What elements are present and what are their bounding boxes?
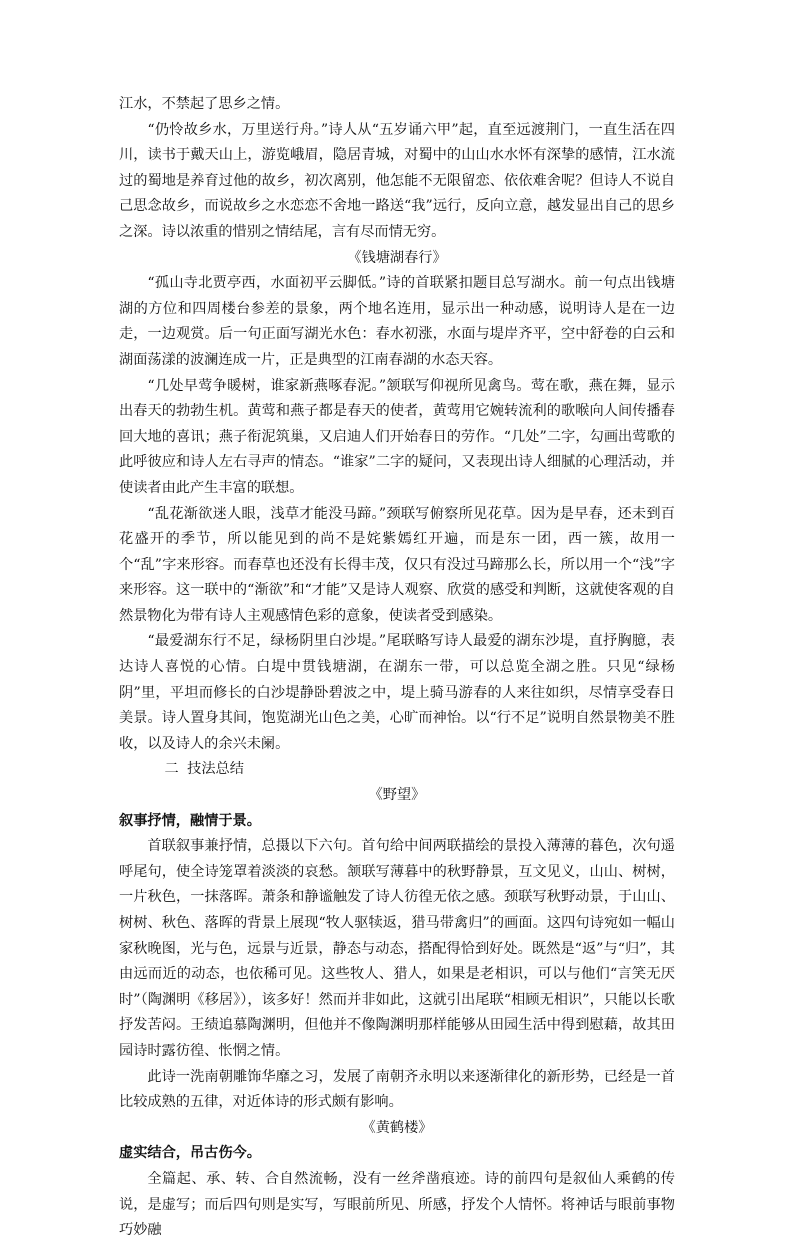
paragraph-lingering-homesickness: “仍怜故乡水，万里送行舟。”诗人从“五岁诵六甲”起，直至远渡荆门，一直生活在四川，读书于戴天山上，游览峨眉，隐居青城，对蜀中的山山水水怀有深挚的感情，江水流过的蜀地是养育过他的故乡，初次离别，他怎能不无限留恋、依依难舍呢？但诗人不说自己思念故乡，而说故乡之水恋恋不舍地一路送“我”远行，反向立意，越发显出自己的思乡之深。诗以浓重的惜别之情结尾，言有尽而情无穷。 <box>119 121 675 240</box>
paragraph-continuation: 江水，不禁起了思乡之情。 <box>119 96 290 112</box>
document-body <box>119 92 675 1244</box>
poem-title-yewang: 《野望》 <box>368 787 426 804</box>
paragraph-yewang-influence: 此诗一洗南朝雕饰华靡之习，发展了南朝齐永明以来逐渐律化的新形势，已经是一首比较成熟的五律，对近体诗的形式颇有影响。 <box>119 1068 675 1111</box>
paragraph-qiantang-third-couplet: “乱花渐欲迷人眼，浅草才能没马蹄。”颈联写俯察所见花草。因为是早春，还未到百花盛开的季节，所以能见到的尚不是姹紫嫣红开遍，而是东一团，西一簇，故用一个“乱”字来形容。而春草也还没有长得丰茂，仅只有没过马蹄那么长，所以用一个“浅”字来形容。这一联中的“渐欲”和“才能”又是诗人观察、欣赏的感受和判断，这就使客观的自然景物化为带有诗人主观感情色彩的意象，使读者受到感染。 <box>119 505 675 624</box>
section-number: 二 <box>164 761 179 778</box>
paragraph-qiantang-first-couplet: “孤山寺北贾亭西，水面初平云脚低。”诗的首联紧扣题目总写湖水。前一句点出钱塘湖的方位和四周楼台参差的景象，两个地名连用，显示出一种动感，说明诗人是在一边走，一边观赏。后一句正面写湖光水色：春水初涨，水面与堤岸齐平，空中舒卷的白云和湖面荡漾的波澜连成一片，正是典型的江南春湖的水态天容。 <box>119 275 675 368</box>
technique-heading-huanghelou: 虚实结合，吊古伤今。 <box>119 1145 261 1162</box>
poem-title-qiantang: 《钱塘湖春行》 <box>347 249 447 266</box>
technique-heading-yewang: 叙事抒情，融情于景。 <box>119 812 261 829</box>
poem-title-huanghelou: 《黄鹤楼》 <box>361 1119 433 1136</box>
paragraph-qiantang-second-couplet: “几处早莺争暖树，谁家新燕啄春泥。”颔联写仰视所见禽鸟。莺在歌，燕在舞，显示出春天的勃勃生机。黄莺和燕子都是春天的使者，黄莺用它婉转流利的歌喉向人间传播春回大地的喜讯；燕子衔泥筑巢，又启迪人们开始春日的劳作。“几处”二字，勾画出莺歌的此呼彼应和诗人左右寻声的情态。“谁家”二字的疑问，又表现出诗人细腻的心理活动，并使读者由此产生丰富的联想。 <box>119 377 675 496</box>
paragraph-qiantang-last-couplet: “最爱湖东行不足，绿杨阴里白沙堤。”尾联略写诗人最爱的湖东沙堤，直抒胸臆，表达诗人喜悦的心情。白堤中贯钱塘湖，在湖东一带，可以总览全湖之胜。只见“绿杨阴”里，平坦而修长的白沙堤静卧碧波之中，堤上骑马游春的人来往如织，尽情享受春日美景。诗人置身其间，饱览湖光山色之美，心旷而神怡。以“行不足”说明自然景物美不胜收，以及诗人的余兴未阑。 <box>119 633 675 752</box>
paragraph-yewang-analysis: 首联叙事兼抒情，总摄以下六句。首句给中间两联描绘的景投入薄薄的暮色，次句遥呼尾句，使全诗笼罩着淡淡的哀愁。颔联写薄暮中的秋野静景，互文见义，山山、树树，一片秋色，一抹落晖。萧条和静谧触发了诗人彷徨无依之感。颈联写秋野动景，于山山、树树、秋色、落晖的背景上展现“牧人驱犊返，猎马带禽归”的画面。这四句诗宛如一幅山家秋晚图，光与色，远景与近景，静态与动态，搭配得恰到好处。既然是“返”与“归”，其由远而近的动态，也依稀可见。这些牧人、猎人，如果是老相识，可以与他们“言笑无厌时”（陶渊明《移居》），该多好！然而并非如此，这就引出尾联“相顾无相识”，只能以长歌抒发苦闷。王绩追慕陶渊明，但他并不像陶渊明那样能够从田园生活中得到慰藉，故其田园诗时露彷徨、怅惘之情。 <box>119 838 675 1059</box>
section-heading <box>119 757 675 783</box>
section-title: 技法总结 <box>187 761 244 778</box>
paragraph-huanghelou-analysis: 全篇起、承、转、合自然流畅，没有一丝斧凿痕迹。诗的前四句是叙仙人乘鹤的传说，是虚写；而后四句则是实写，写眼前所见、所感，抒发个人情怀。将神话与眼前事物巧妙融 <box>119 1170 675 1239</box>
